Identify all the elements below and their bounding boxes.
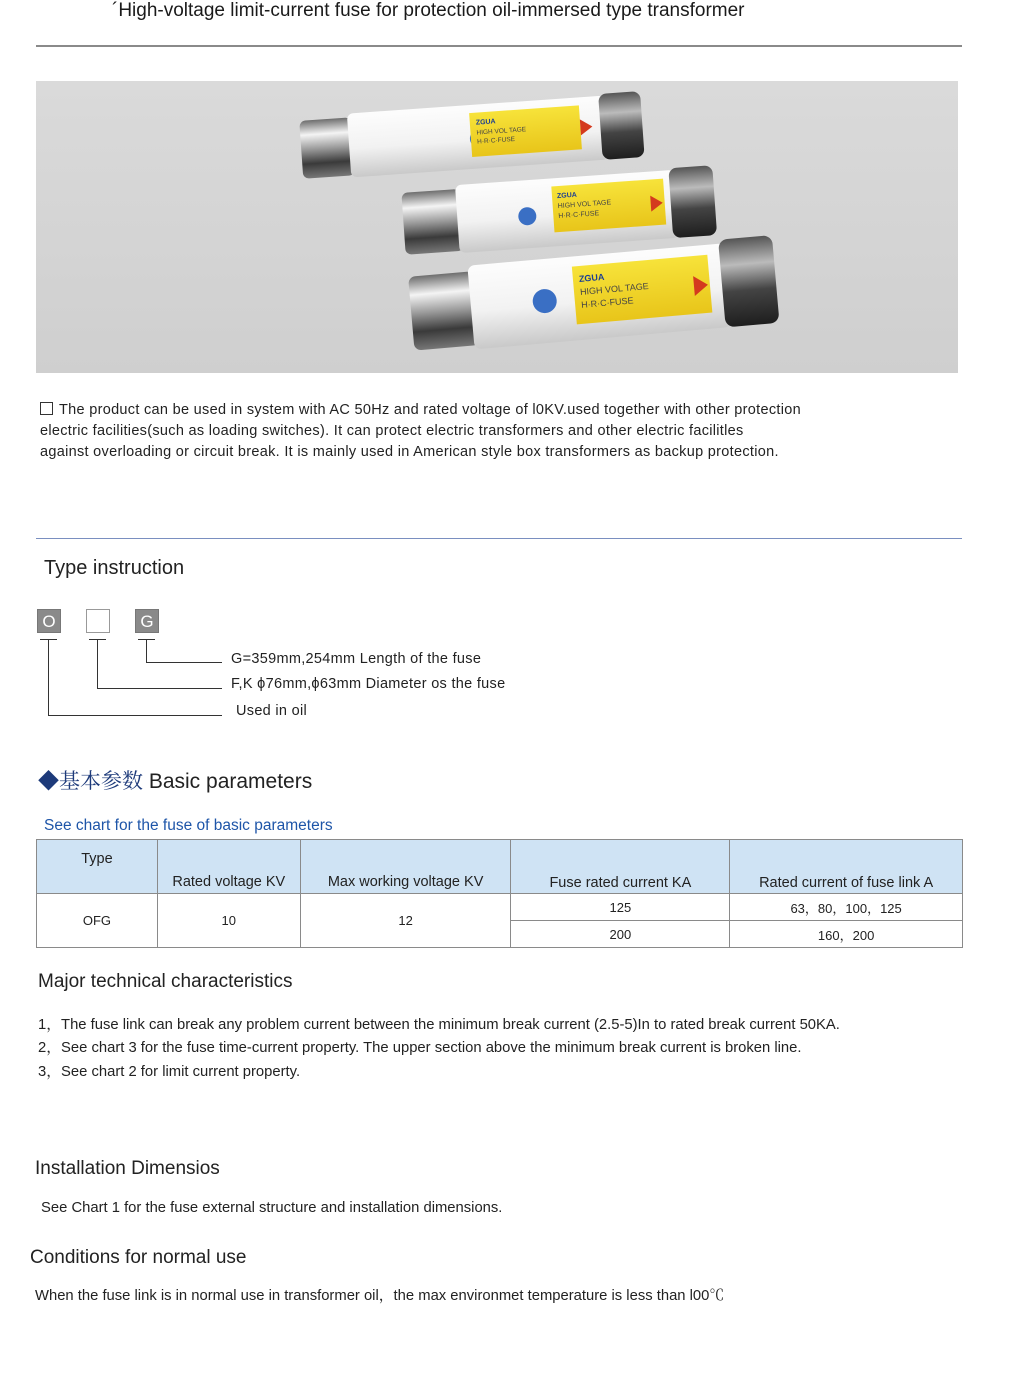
description-line-1: The product can be used in system with AC 50Hz and rated voltage of l0KV.used together with other protection: [40, 400, 966, 421]
leader-line-oil-h: [48, 715, 222, 716]
type-label-oil: Used in oil: [236, 703, 307, 719]
conditions-heading: Conditions for normal use: [30, 1247, 247, 1268]
description-line-2: electric facilities(such as loading switches). It can protect electric transformers and other electric facilitles: [40, 423, 744, 439]
table-cell-type: OFG: [37, 894, 158, 948]
type-code-box-g: G: [135, 609, 159, 633]
leader-line-g: [146, 639, 147, 663]
table-cell-rated-voltage: 10: [157, 894, 300, 948]
column-header: Max working voltage KV: [300, 840, 511, 894]
title-divider: [36, 45, 962, 47]
fuse-2-brand: ZGUA: [556, 191, 578, 201]
column-header: Fuse rated current KA: [511, 840, 730, 894]
diamond-bullet-icon: ◆: [38, 770, 59, 793]
type-code-box-o: O: [37, 609, 61, 633]
column-header: Rated current of fuse link A: [730, 840, 963, 894]
page-title: ´High-voltage limit-current fuse for protection oil-immersed type transformer: [112, 0, 745, 21]
table-cell-fuse-current: 125: [511, 894, 730, 921]
fuse-1-line1: HIGH VOL TAGE: [476, 126, 527, 137]
characteristic-item-1: 1，The fuse link can break any problem current between the minimum break current (2.5-5)In to rated break current 50KA.: [38, 1017, 840, 1033]
product-photo: [36, 81, 958, 373]
fuse-2-line2: H·R·C·FUSE: [558, 210, 600, 221]
fuse-2-line1: HIGH VOL TAGE: [557, 199, 612, 211]
installation-heading: Installation Dimensios: [35, 1158, 220, 1179]
fuse-3-line1: HIGH VOL TAGE: [579, 280, 650, 297]
basic-parameters-heading: ◆基本参数 Basic parameters: [38, 770, 313, 793]
leader-line-fk: [97, 639, 98, 689]
type-label-diameter: F,K ϕ76mm,ϕ63mm Diameter os the fuse: [231, 676, 506, 692]
table-cell-fuse-current: 200: [511, 921, 730, 948]
type-instruction-heading: Type instruction: [44, 557, 185, 579]
leader-line-oil: [48, 639, 49, 716]
fuse-illustration: [36, 81, 958, 373]
column-header: Rated voltage KV: [157, 840, 300, 894]
type-label-length: G=359mm,254mm Length of the fuse: [231, 651, 482, 667]
column-header: Type: [37, 840, 158, 894]
table-header-row: [37, 840, 963, 894]
leader-line-g-h: [146, 662, 222, 663]
product-description: [40, 400, 966, 463]
characteristic-item-2: 2，See chart 3 for the fuse time-current property. The upper section above the minimum break current is broken line.: [38, 1040, 802, 1056]
description-line-3: against overloading or circuit break. It is mainly used in American style box transformers as backup protection.: [40, 444, 779, 460]
checkbox-bullet-icon: [40, 402, 53, 415]
table-cell-max-voltage: 12: [300, 894, 511, 948]
fuse-3-line2: H·R·C·FUSE: [580, 295, 634, 310]
table-cell-link-current: 160，200: [730, 921, 963, 948]
leader-line-fk-h: [97, 688, 222, 689]
fuse-1-brand: ZGUA: [475, 118, 496, 127]
characteristic-item-3: 3，See chart 2 for limit current property.: [38, 1064, 301, 1080]
basic-parameters-subtitle: See chart for the fuse of basic parameters: [44, 817, 333, 834]
major-characteristics-heading: Major technical characteristics: [38, 971, 293, 992]
table-row: [37, 894, 963, 921]
fuse-3-brand: ZGUA: [578, 271, 605, 285]
fuse-1-line2: H·R·C·FUSE: [476, 135, 516, 146]
conditions-text: When the fuse link is in normal use in transformer oil，the max environmet temperature is less than l00℃: [35, 1288, 725, 1304]
section-divider: [36, 538, 962, 539]
table-cell-link-current: 63，80，100，125: [730, 894, 963, 921]
installation-text: See Chart 1 for the fuse external structure and installation dimensions.: [41, 1200, 503, 1216]
type-code-box-blank: [86, 609, 110, 633]
parameters-table: [36, 839, 963, 948]
